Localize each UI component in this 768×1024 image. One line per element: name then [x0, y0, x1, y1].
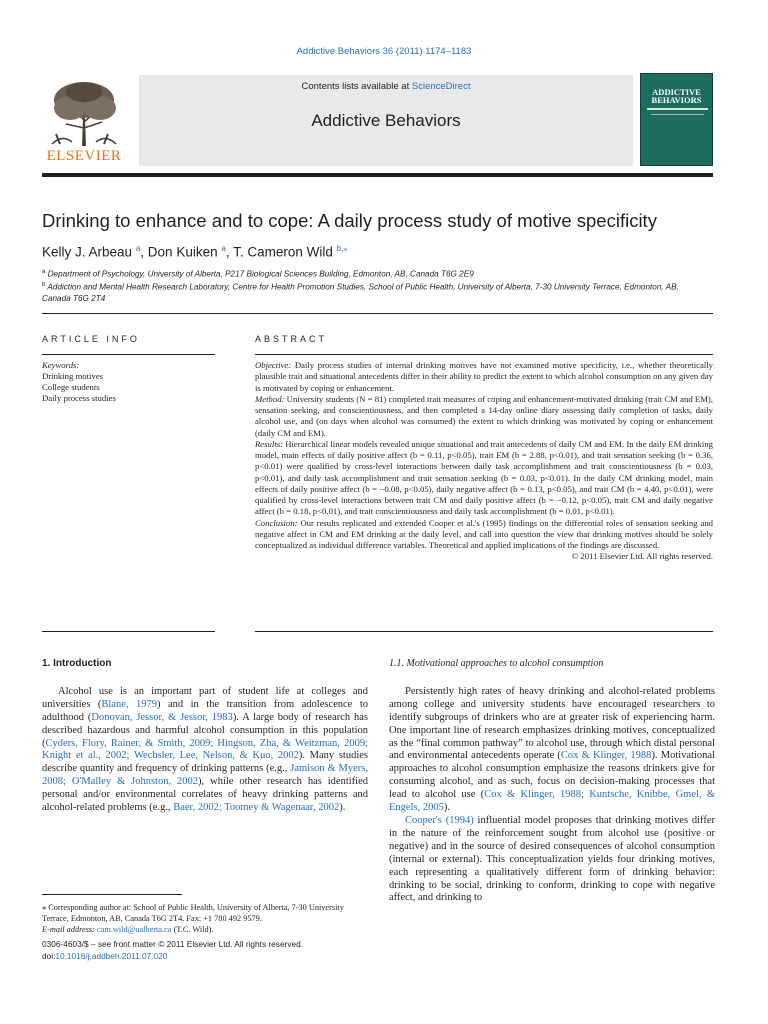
- affiliation-marker: a: [42, 269, 46, 275]
- abstract-objective-label: Objective:: [255, 360, 292, 370]
- journal-title: Addictive Behaviors: [311, 111, 461, 130]
- keywords-label: Keywords:: [42, 360, 80, 370]
- contents-prefix: Contents lists available at: [301, 81, 412, 92]
- citation-link[interactable]: Donovan, Jessor, & Jessor, 1983: [91, 711, 233, 723]
- body-column-right: [389, 658, 715, 905]
- affiliation: [42, 280, 702, 305]
- affiliation: [42, 267, 702, 280]
- affiliation-text: Department of Psychology, University of Alberta, P217 Biological Sciences Building, Edmonton, AB, Canada T6G 2E9: [47, 269, 474, 279]
- abstract-results-label: Results:: [255, 438, 283, 449]
- footnote: [42, 894, 368, 935]
- abstract-bottom-rule: [255, 631, 713, 632]
- author-affiliation-link[interactable]: a: [135, 244, 141, 253]
- citation-link[interactable]: Cooper's (1994): [405, 814, 474, 826]
- article-info-heading: ARTICLE INFO: [42, 334, 140, 344]
- citation-link[interactable]: Cyders, Flory, Rainer, & Smith, 2009; Hingson, Zha, & Weitzman, 2009; Knight et al., 2002; Wechsler, Lee, Nelson, & Kuo, 2002: [42, 737, 368, 762]
- sciencedirect-link[interactable]: ScienceDirect: [411, 81, 471, 92]
- author-name: Don Kuiken: [147, 244, 218, 260]
- section-heading: 1. Introduction: [42, 658, 112, 669]
- email-line: [42, 924, 368, 935]
- author-name: Kelly J. Arbeau: [42, 244, 133, 260]
- author-affiliation-link[interactable]: b,⁎: [336, 244, 348, 253]
- cover-title: ADDICTIVE BEHAVIORS: [651, 87, 702, 105]
- citation-link[interactable]: Blane, 1979: [101, 698, 157, 710]
- affiliation-marker: b: [42, 282, 46, 289]
- issn-line: 0306-4603/$ – see front matter © 2011 Elsevier Ltd. All rights reserved.: [42, 939, 303, 949]
- email-link[interactable]: cam.wild@ualberta.ca: [97, 925, 172, 934]
- email-suffix: (T.C. Wild).: [171, 925, 214, 934]
- section-divider: [42, 313, 713, 314]
- affiliations: [42, 267, 702, 305]
- article-info-bottom-rule: [42, 631, 215, 632]
- contents-line: [139, 81, 633, 92]
- footnote-rule: [42, 894, 182, 895]
- copyright: © 2011 Elsevier Ltd. All rights reserved.: [571, 551, 713, 562]
- keyword: Daily process studies: [42, 393, 116, 403]
- subsection-heading: 1.1. Motivational approaches to alcohol consumption: [389, 658, 604, 669]
- citation-link[interactable]: Cox & Klinger, 1988; Kuntsche, Knibbe, Gmel, & Engels, 2005: [389, 789, 715, 814]
- citation-link[interactable]: Baer, 2002; Toomey & Wagenaar, 2002: [173, 802, 340, 814]
- page-footer: [42, 939, 303, 962]
- author-affiliation-link[interactable]: a: [221, 244, 226, 253]
- corresponding-author-note: ⁎ Corresponding author at: School of Public Health, University of Alberta, 7-30 University Terrace, Edmonton, AB, Canada T6G 2T4. Fax: +1 780 492 9579.: [42, 903, 344, 923]
- journal-cover-thumbnail[interactable]: [640, 73, 713, 166]
- author-list: Kelly J. Arbeau $^a$, Don Kuiken $^a$, T. Cameron Wild $^{b,⁎}$: [42, 244, 348, 260]
- abstract-results: [255, 439, 713, 518]
- affiliation-text: Addiction and Mental Health Research Laboratory, Centre for Health Promotion Studies, School of Public Health, University of Alberta, 7-30 University Terrace, Edmonton, AB, Canada T6G 2T4: [42, 282, 679, 304]
- body-paragraph: Alcohol use is an important part of student life at colleges and universities (Blane, 1979) and in the transition from adolescence to adulthood (Donovan, Jessor, & Jessor, 1983). A large body of research has described hazardous and harmful alcohol consumption in this population (Cyders, Flory, Rainer, & Smith, 2009; Hingson, Zha, & Weitzman, 2009; Knight et al., 2002; Wechsler, Lee, Nelson, & Kuo, 2002). Many studies describe quantity and frequency of drinking patterns (e.g., Jamison & Myers, 2008; O'Malley & Johnston, 2002), while other research has identified personal and/or environmental correlates of heavy drinking patterns and alcohol-related problems (e.g., Baer, 2002; Toomey & Wagenaar, 2002).: [42, 685, 368, 814]
- elsevier-wordmark: ELSEVIER: [46, 148, 122, 164]
- journal-banner: [139, 75, 633, 166]
- doi-line: [42, 951, 303, 963]
- article-info-rule: [42, 354, 215, 355]
- abstract-conclusion: [255, 518, 713, 552]
- doi-link[interactable]: 10.1016/j.addbeh.2011.07.020: [55, 950, 168, 961]
- keyword: College students: [42, 382, 100, 392]
- body-paragraph: Cooper's (1994) influential model proposes that drinking motives differ in the nature of the reinforcement sought from alcohol use (positive or negative) and in the source of desired consequences of alcohol consumption (internal or external). This conceptualization yields four drinking motives, each representing a qualitatively different form of drinking behavior: drinking to be social, drinking to conform, drinking to cope with negative affect, and drinking to: [389, 814, 715, 904]
- email-label: E-mail address:: [42, 925, 95, 934]
- abstract-objective: [255, 360, 713, 394]
- abstract-conclusion-label: Conclusion:: [255, 517, 298, 528]
- abstract-objective-text: Daily process studies of internal drinking motives have not examined motive specificity, i.e., whether theoretically plausible trait and situational antecedents differ in their ability to predict the extent to which alcohol consumption on any given day is motivated by coping or enhancement.: [255, 360, 714, 393]
- abstract-method-label: Method:: [255, 393, 285, 404]
- abstract-heading: ABSTRACT: [255, 334, 328, 344]
- abstract-method: [255, 394, 713, 439]
- body-column-left: [42, 658, 368, 815]
- author-name: T. Cameron Wild: [233, 244, 333, 260]
- abstract-rule: [255, 354, 713, 355]
- cover-stripe-thin: [651, 114, 704, 115]
- keyword: Drinking motives: [42, 371, 104, 381]
- abstract-results-text: Hierarchical linear models revealed unique situational and trait antecedents of daily CM and EM. In the daily EM drinking model, main effects of daily positive affect (b = 0.11, p<0.05), trait EM (b = 2.88, p<0.01), and trait sensation seeking (b = 0.36, p<0.01) were qualified by cross-level interactions between daily task accomplishment and trait conscientiousness (b = 0.03, p<0.01), and daily task accomplishment and trait sensation seeking (b = 0.03, p<0.01). In the daily CM drinking model, main effects of daily positive affect (b = −0.08, p<0.05), daily negative affect (b = 0.13, p<0.05), and trait CM (b = 4.40, p<0.01), were qualified by cross-level interactions between trait CM and daily positive affect (b = −0.12, p<0.05), trait CM and daily negative affect (b = 0.18, p<0.01), and trait conscientiousness and daily task accomplishment (b = 0.01, p<0.01).: [255, 438, 714, 517]
- doi-prefix: doi:: [42, 950, 56, 961]
- citation-link[interactable]: Jamison & Myers, 2008; O'Malley & Johnston, 2002: [42, 763, 368, 788]
- journal-reference[interactable]: Addictive Behaviors 36 (2011) 1174–1183: [296, 46, 472, 57]
- cover-stripe: [647, 108, 708, 110]
- elsevier-tree-icon: [42, 78, 126, 148]
- header-rule: [42, 173, 713, 177]
- abstract-method-text: University students (N = 81) completed trait measures of coping and enhancement-motivated drinking (trait CM and EM), sensation seeking, and conscientiousness, and then completed a 14-day online diary assessing daily completion of tasks, daily alcohol use, and (on days when alcohol was consumed) the extent to which drinking was motivated by coping or enhancement (daily CM and EM).: [255, 393, 713, 438]
- abstract-conclusion-text: Our results replicated and extended Cooper et al.'s (1995) findings on the differential roles of sensation seeking and negative affect in CM and EM drinking at the daily level, and call into question the view that drinking motives should be solely conceptualized as individual difference variables. Theoretical and applied implications of the findings are discussed.: [255, 517, 714, 550]
- keywords-block: [42, 360, 116, 404]
- article-title: Drinking to enhance and to cope: A daily process study of motive specificity: [42, 210, 657, 231]
- body-paragraph: Persistently high rates of heavy drinking and alcohol-related problems among college and university students have encouraged researchers to identify subgroups of drinkers who are at greater risk of experiencing harm. One important line of research emphasizes drinking motives, conceptualized as the “final common pathway” to alcohol use, through which distal personal and environmental antecedents operate (Cox & Klinger, 1988). Motivational approaches to alcohol consumption emphasize the reasons drinkers give for consuming alcohol, and as such, focus on decision-making processes that lead to alcohol use (Cox & Klinger, 1988; Kuntsche, Knibbe, Gmel, & Engels, 2005).: [389, 685, 715, 814]
- elsevier-logo: [42, 78, 126, 168]
- citation-link[interactable]: Cox & Klinger, 1988: [560, 750, 652, 762]
- abstract-body: [255, 360, 713, 563]
